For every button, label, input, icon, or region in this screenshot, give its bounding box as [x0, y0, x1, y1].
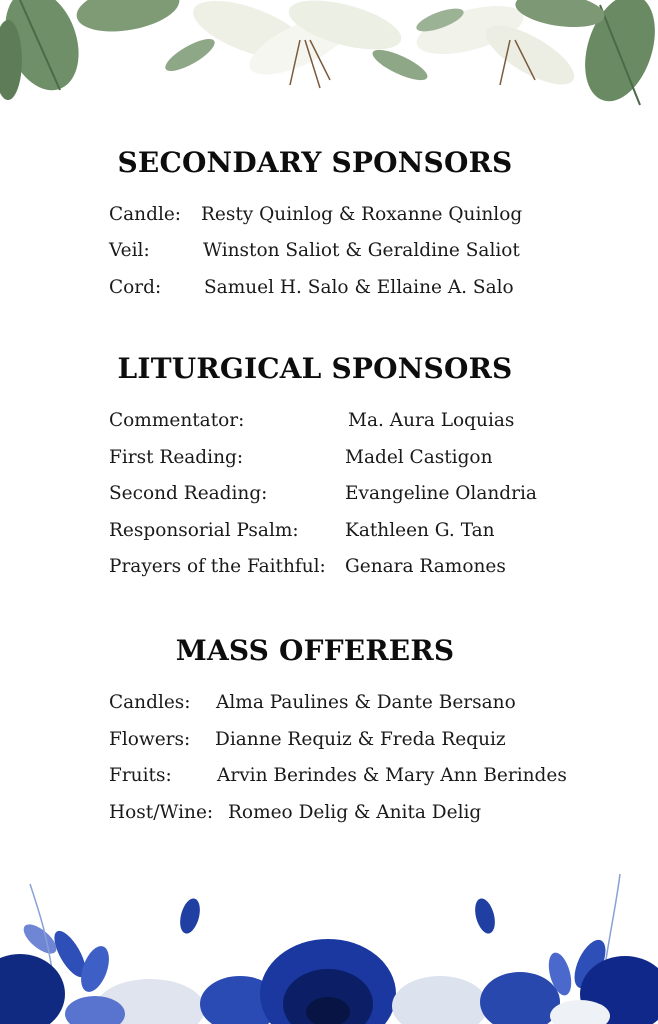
- row-label: Prayers of the Faithful:: [109, 556, 326, 577]
- top-floral-decoration: [0, 0, 658, 130]
- secondary-sponsors-heading: SECONDARY SPONSORS: [117, 146, 513, 179]
- row-label: Cord:: [109, 277, 162, 298]
- row-label: Second Reading:: [109, 483, 268, 504]
- row-names: Kathleen G. Tan: [345, 520, 495, 541]
- row-names: Winston Saliot & Geraldine Saliot: [203, 240, 520, 261]
- row-label: First Reading:: [109, 447, 244, 468]
- row-label: Veil:: [109, 240, 150, 261]
- row-names: Alma Paulines & Dante Bersano: [216, 692, 516, 713]
- row-names: Ma. Aura Loquias: [348, 410, 515, 431]
- row-label: Flowers:: [109, 729, 191, 750]
- leaf-icon: [0, 0, 183, 100]
- row-names: Romeo Delig & Anita Delig: [228, 802, 482, 823]
- row-label: Responsorial Psalm:: [109, 520, 299, 541]
- row-label: Fruits:: [109, 765, 172, 786]
- row-names: Resty Quinlog & Roxanne Quinlog: [201, 204, 523, 225]
- lily-flower-icon: [161, 0, 431, 88]
- mass-offerers-heading: MASS OFFERERS: [175, 634, 455, 667]
- row-label: Candle:: [109, 204, 182, 225]
- row-names: Samuel H. Salo & Ellaine A. Salo: [204, 277, 514, 298]
- row-names: Evangeline Olandria: [345, 483, 537, 504]
- row-label: Commentator:: [109, 410, 245, 431]
- bottom-floral-decoration: [0, 844, 658, 1024]
- row-label: Candles:: [109, 692, 191, 713]
- row-names: Dianne Requiz & Freda Requiz: [215, 729, 506, 750]
- liturgical-sponsors-heading: LITURGICAL SPONSORS: [117, 352, 513, 385]
- row-label: Host/Wine:: [109, 802, 214, 823]
- row-names: Arvin Berindes & Mary Ann Berindes: [217, 765, 567, 786]
- row-names: Madel Castigon: [345, 447, 493, 468]
- row-names: Genara Ramones: [345, 556, 506, 577]
